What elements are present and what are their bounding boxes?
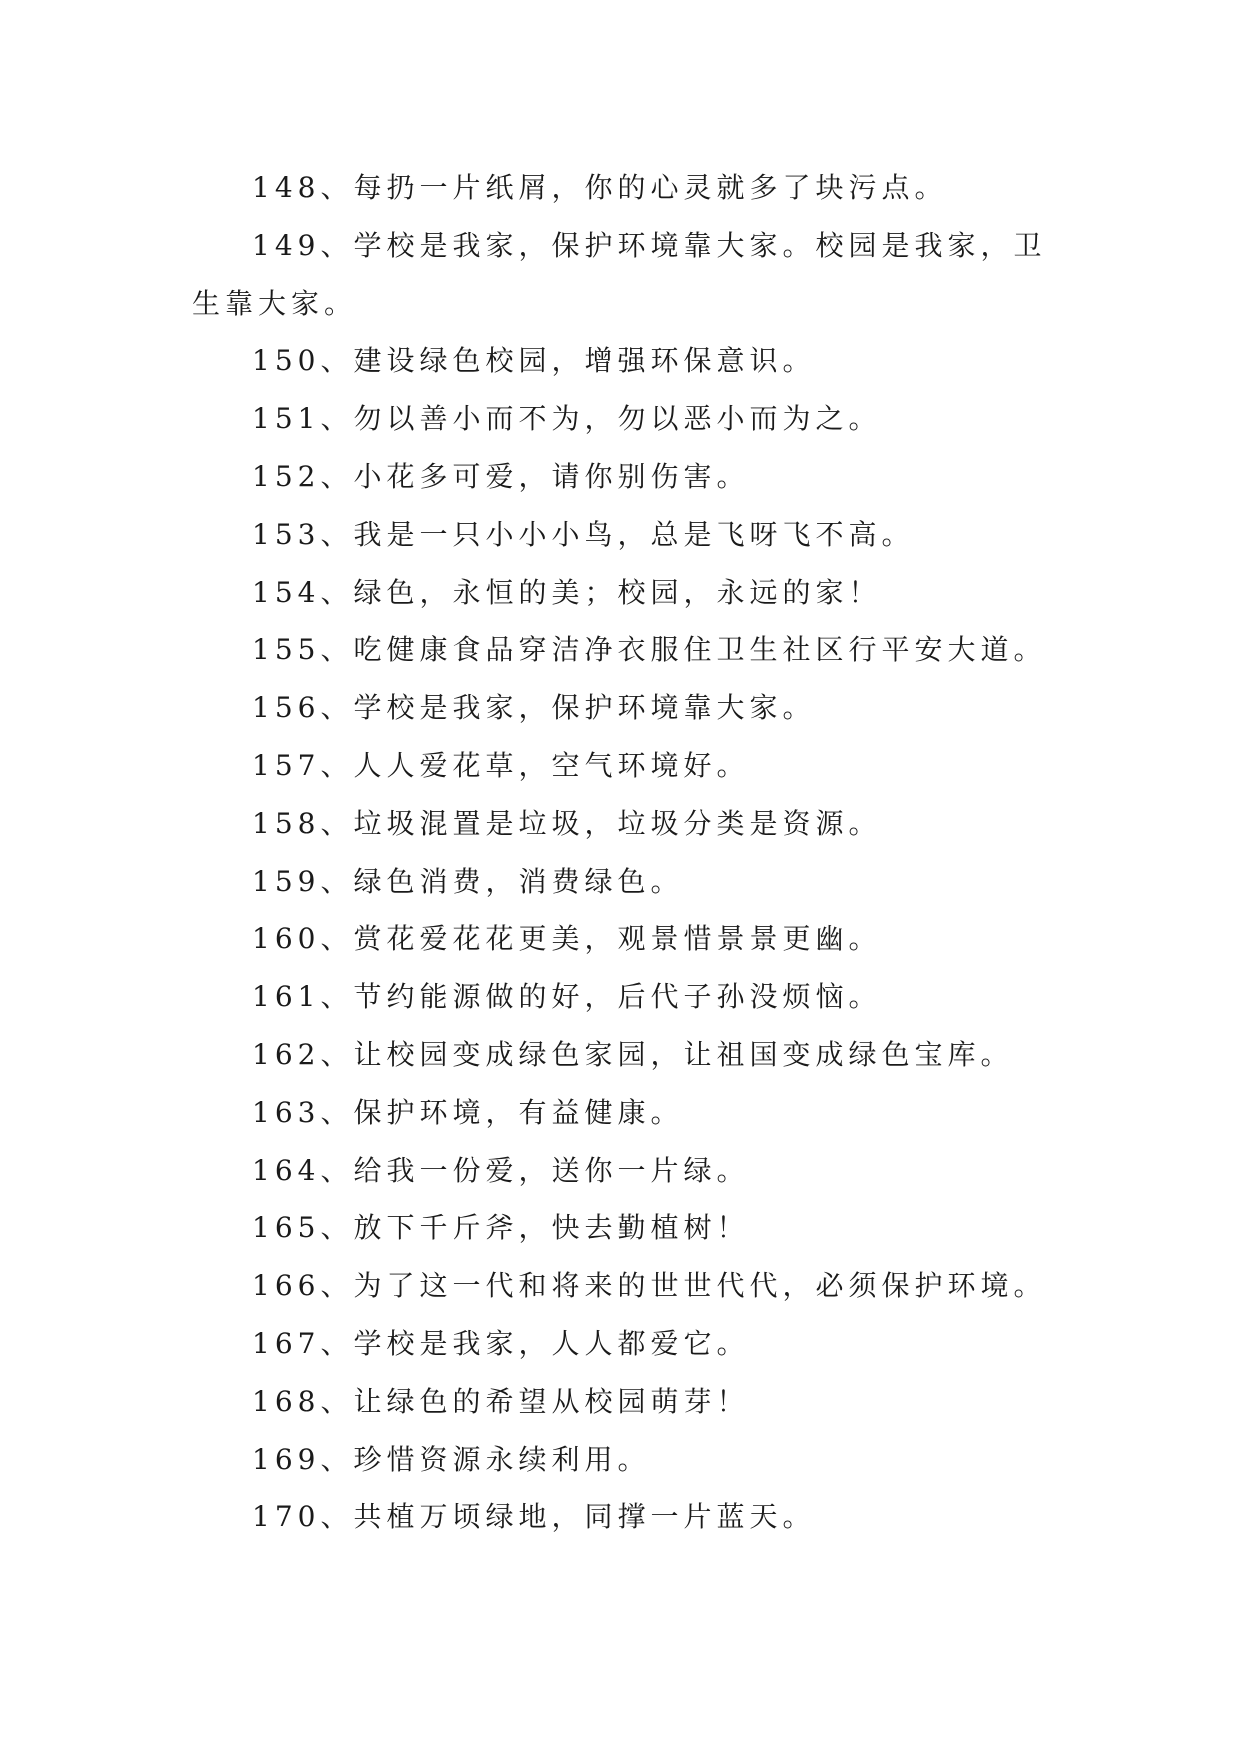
slogan-line: 170、共植万顷绿地，同撑一片蓝天。 (252, 1500, 816, 1534)
slogan-line: 164、给我一份爱，送你一片绿。 (252, 1153, 750, 1187)
slogan-line: 163、保护环境，有益健康。 (252, 1095, 684, 1129)
slogan-line: 154、绿色，永恒的美；校园，永远的家！ (252, 575, 882, 609)
slogan-line: 151、勿以善小而不为，勿以恶小而为之。 (252, 402, 882, 436)
slogan-line: 158、垃圾混置是垃圾，垃圾分类是资源。 (252, 806, 882, 840)
slogan-line: 161、节约能源做的好，后代子孙没烦恼。 (252, 980, 882, 1014)
slogan-line: 152、小花多可爱，请你别伤害。 (252, 459, 750, 493)
slogan-line: 162、让校园变成绿色家园，让祖国变成绿色宝库。 (252, 1037, 1014, 1071)
slogan-line: 168、让绿色的希望从校园萌芽！ (252, 1384, 750, 1418)
slogan-line: 153、我是一只小小小鸟，总是飞呀飞不高。 (252, 517, 915, 551)
slogan-line: 156、学校是我家，保护环境靠大家。 (252, 691, 816, 725)
slogan-line: 155、吃健康食品穿洁净衣服住卫生社区行平安大道。 (252, 633, 1047, 667)
slogan-line: 150、建设绿色校园，增强环保意识。 (252, 344, 816, 378)
slogan-line: 160、赏花爱花花更美，观景惜景景更幽。 (252, 922, 882, 956)
slogan-line: 169、珍惜资源永续利用。 (252, 1442, 651, 1476)
slogan-line: 148、每扔一片纸屑，你的心灵就多了块污点。 (252, 171, 948, 204)
slogan-list (192, 159, 1052, 1546)
slogan-line: 167、学校是我家，人人都爱它。 (252, 1326, 750, 1360)
slogan-line: 149、学校是我家，保护环境靠大家。校园是我家，卫生靠大家。 (192, 228, 1047, 320)
slogan-line: 159、绿色消费，消费绿色。 (252, 864, 684, 898)
slogan-line: 157、人人爱花草，空气环境好。 (252, 748, 750, 782)
slogan-line: 166、为了这一代和将来的世世代代，必须保护环境。 (252, 1269, 1047, 1303)
slogan-line: 165、放下千斤斧，快去勤植树！ (252, 1211, 750, 1245)
